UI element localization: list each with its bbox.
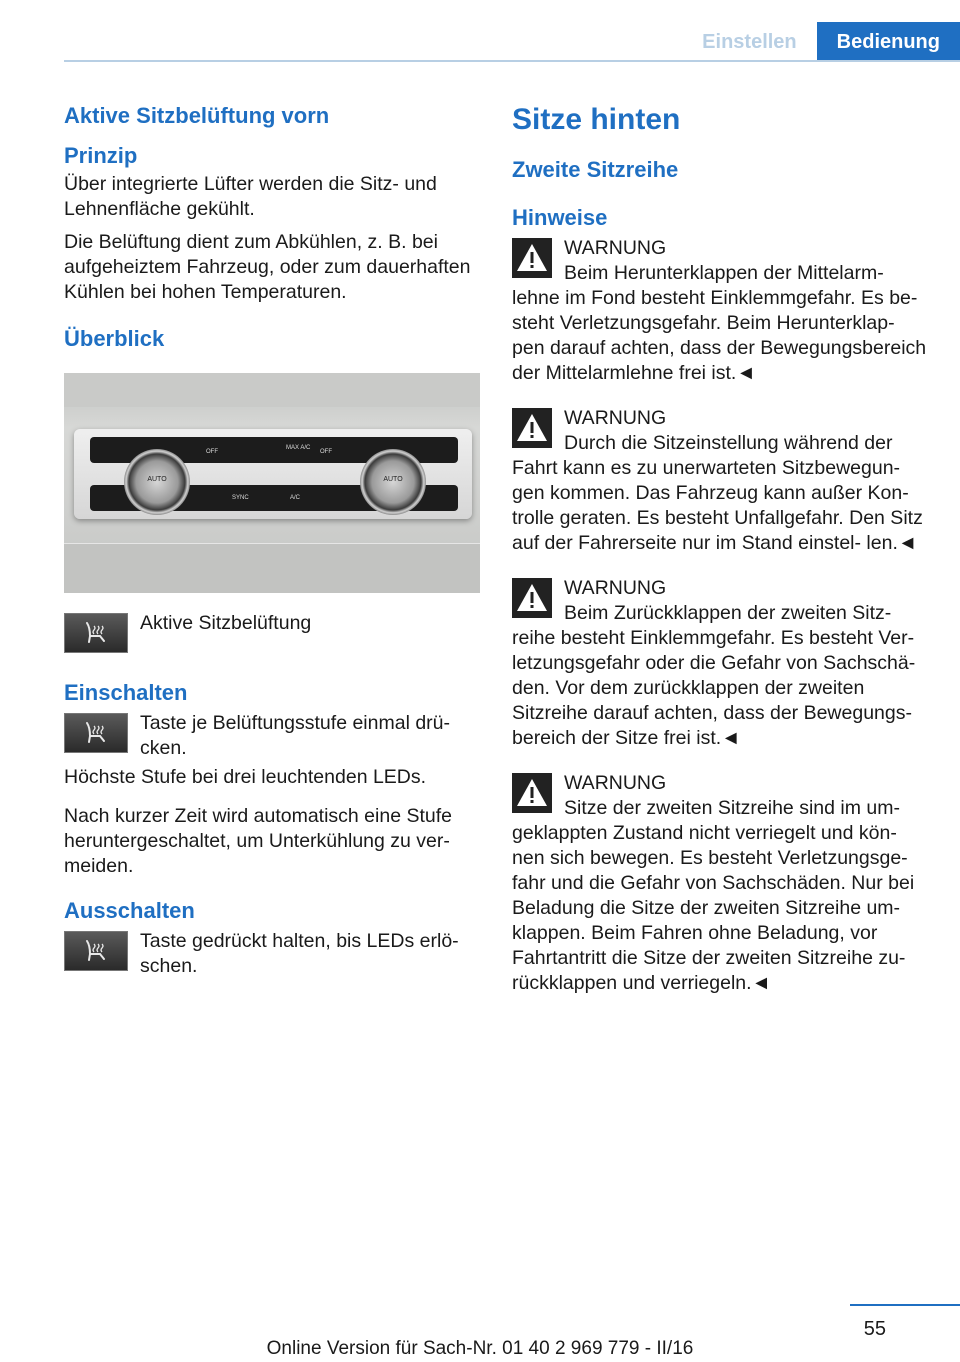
warning-icon — [512, 773, 552, 813]
right-column — [512, 100, 932, 996]
warning-icon — [512, 238, 552, 278]
panel-label: A/C — [290, 495, 301, 501]
heading-prinzip: Prinzip — [64, 143, 138, 168]
heading-hinweise: Hinweise — [512, 205, 608, 230]
icon-caption: Aktive Sitzbelüftung — [140, 612, 312, 634]
heading-einschalten: Einschalten — [64, 680, 188, 705]
instruction-text: Taste gedrückt halten, bis LEDs erlö- schen. — [140, 930, 459, 977]
seat-ventilation-icon — [64, 931, 128, 971]
warning-text — [512, 431, 932, 556]
warning-text — [512, 261, 932, 386]
paragraph: Die Belüftung dient zum Abkühlen, z. B. bei aufgeheiztem Fahrzeug, oder zum dauerhaften Kühlen bei hohen Temperaturen. — [64, 231, 471, 303]
seat-ventilation-icon — [64, 713, 128, 753]
icon-text-row — [64, 929, 482, 979]
section-title: Aktive Sitzbelüftung vorn — [64, 103, 330, 128]
warning-text-rest: Fahrt kann es zu unerwarteten Sitzbewegun- gen kommen. Das Fahrzeug kann außer Kon- trolle geraten. Es besteht Unfallgefahr. Den Sitz auf der Fahrerseite nur im Stand einstel- len.◄ — [512, 457, 923, 554]
tab-einstellen[interactable]: Einstellen — [702, 31, 797, 53]
panel-label: SYNC — [232, 495, 249, 501]
icon-text-row — [64, 711, 482, 761]
warning-text-first: Beim Zurückklappen der zweiten Sitz- — [564, 602, 892, 624]
panel-body — [74, 429, 472, 519]
knob-label: AUTO — [383, 476, 403, 483]
header-tabs — [682, 22, 960, 62]
header-divider — [64, 60, 960, 62]
left-column — [64, 100, 482, 989]
warning-text-rest: geklappten Zustand nicht verriegelt und kön- nen sich bewegen. Es besteht Verletzungsge- fahr und die Gefahr von Sachschäden. Nur bei Beladung die Sitze der zweiten Sitzreihe um- klappen. Beim Fahren ohne Beladung, vor Fahrtantritt die Sitze der zweiten Sitzreihe zu- rückklappen und verriegeln.◄ — [512, 822, 915, 994]
warning-text-rest: reihe besteht Einklemmgefahr. Es besteht Ver- letzungsgefahr oder die Gefahr von Sachschä- den. Vor dem zurückklappen der zweiten Sitzreihe darauf achten, dass der Bewegungs- bereich der Sitze frei ist.◄ — [512, 627, 916, 749]
warning-label: WARNUNG — [564, 577, 667, 599]
panel-label: MAX A/C — [286, 445, 311, 451]
warning-block — [512, 576, 932, 751]
paragraph: Höchste Stufe bei drei leuchtenden LEDs. — [64, 766, 427, 788]
warning-text — [512, 601, 932, 751]
panel-bottom — [64, 543, 480, 593]
warning-icon — [512, 408, 552, 448]
warning-text — [512, 796, 932, 996]
warning-block — [512, 771, 932, 996]
warning-block — [512, 236, 932, 386]
knob-left — [124, 449, 190, 515]
subsection-title: Zweite Sitzreihe — [512, 157, 679, 182]
knob-label: AUTO — [147, 476, 167, 483]
warning-label: WARNUNG — [564, 237, 667, 259]
warning-text-rest: lehne im Fond besteht Einklemmgefahr. Es be- steht Verletzungsgefahr. Beim Herunterklap- pen darauf achten, dass der Bewegungsbereich der Mittelarmlehne frei ist.◄ — [512, 287, 927, 384]
page-number: 55 — [863, 1318, 886, 1340]
warning-block — [512, 406, 932, 556]
warning-text-first: Sitze der zweiten Sitzreihe sind im um- — [564, 797, 900, 819]
instruction-text: Taste je Belüftungsstufe einmal drü- cken. — [140, 712, 451, 759]
knob-right — [360, 449, 426, 515]
footer-text: Online Version für Sach-Nr. 01 40 2 969 779 - II/16 — [266, 1338, 694, 1359]
warning-text-first: Durch die Sitzeinstellung während der — [564, 432, 893, 454]
warning-icon — [512, 578, 552, 618]
footer-divider — [850, 1304, 960, 1306]
paragraph: Über integrierte Lüfter werden die Sitz- und Lehnenfläche gekühlt. — [64, 173, 437, 220]
section-title: Sitze hinten — [512, 103, 681, 136]
heading-ueberblick: Überblick — [64, 326, 165, 351]
tab-bedienung[interactable]: Bedienung — [817, 22, 960, 62]
warning-label: WARNUNG — [564, 407, 667, 429]
panel-label: OFF — [206, 449, 218, 455]
warning-text-first: Beim Herunterklappen der Mittelarm- — [564, 262, 884, 284]
paragraph: Nach kurzer Zeit wird automatisch eine Stufe heruntergeschaltet, um Unterkühlung zu ver- meiden. — [64, 805, 453, 877]
seat-ventilation-icon — [64, 613, 128, 653]
heading-ausschalten: Ausschalten — [64, 898, 195, 923]
icon-caption-row — [64, 611, 482, 653]
warning-label: WARNUNG — [564, 772, 667, 794]
panel-label: OFF — [320, 449, 332, 455]
panel-top — [64, 373, 480, 407]
climate-panel-image — [64, 373, 480, 593]
